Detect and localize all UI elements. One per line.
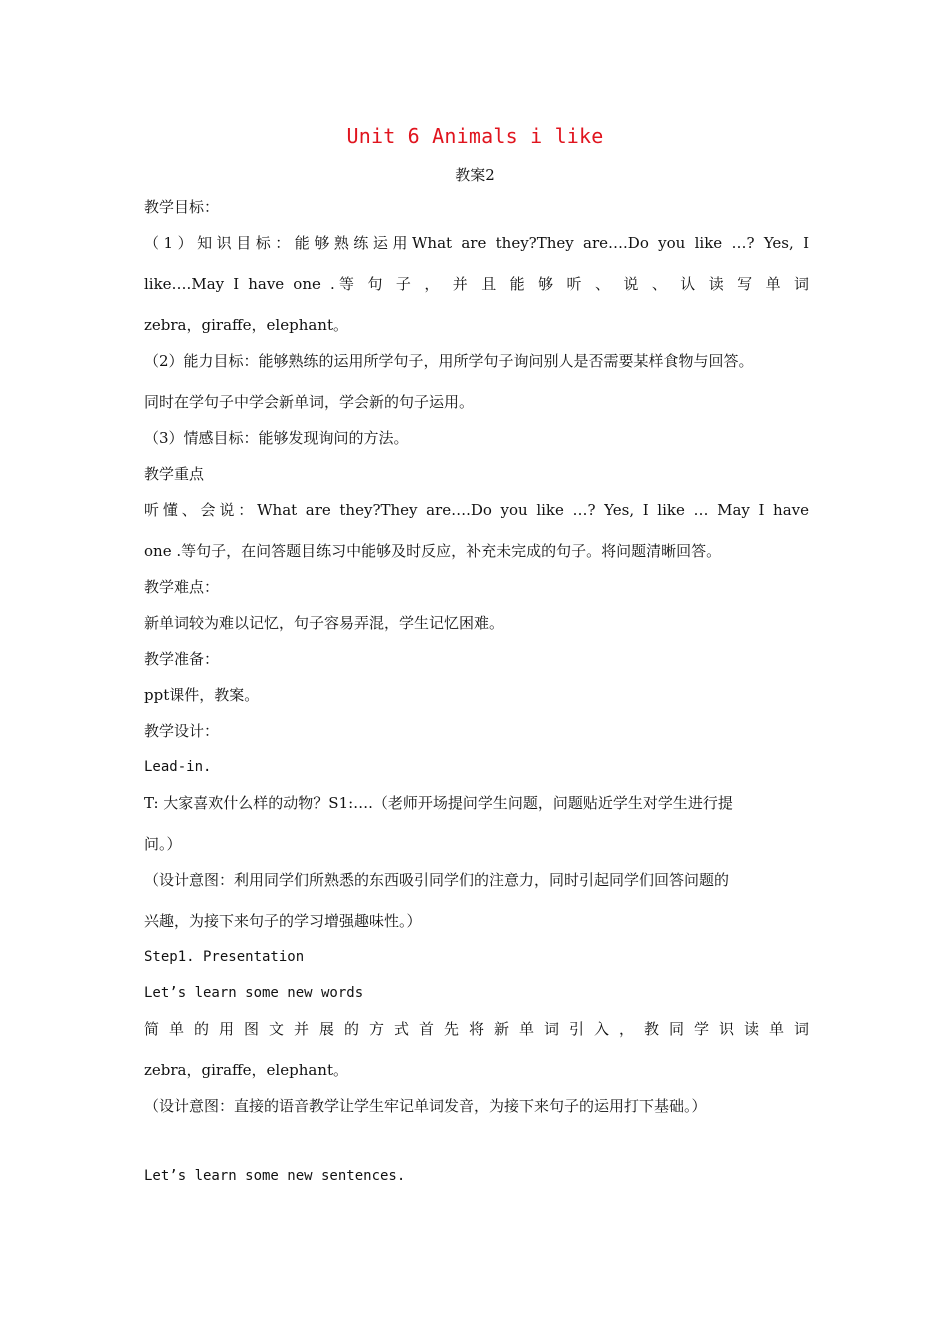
section-heading-preparation: 教学准备： <box>144 650 220 668</box>
paragraph-line: one .等句子，在问答题目练习中能够及时反应，补充未完成的句子。将问题清晰回答。 <box>144 542 722 560</box>
paragraph-line: T: 大家喜欢什么样的动物？S1:….（老师开场提问学生问题，问题贴近学生对学生进行提 <box>144 794 733 812</box>
section-heading-difficulties: 教学难点： <box>144 578 220 596</box>
paragraph-line: （设计意图：直接的语音教学让学生牢记单词发音，为接下来句子的运用打下基础。） <box>144 1097 707 1115</box>
section-heading-objectives: 教学目标： <box>144 198 220 216</box>
paragraph-line: Lead-in. <box>144 759 212 775</box>
section-heading-design: 教学设计： <box>144 722 220 740</box>
paragraph-line: （3）情感目标：能够发现询问的方法。 <box>144 429 409 447</box>
document-subtitle: 教案2 <box>455 166 495 184</box>
paragraph-line: （设计意图：利用同学们所熟悉的东西吸引同学们的注意力，同时引起同学们回答问题的 <box>144 871 730 889</box>
paragraph-line: 简 单 的 用 图 文 并 展 的 方 式 首 先 将 新 单 词 引 入 ， 教 同 学 识 读 单 词 <box>144 1020 809 1038</box>
paragraph-line: zebra，giraffe，elephant。 <box>144 316 348 334</box>
paragraph-line: 兴趣，为接下来句子的学习增强趣味性。） <box>144 912 422 930</box>
document-title: Unit 6 Animals i like <box>346 124 604 148</box>
paragraph-line: ppt课件，教案。 <box>144 686 260 704</box>
paragraph-line: （1）知识目标：能够熟练运用What are they?They are….Do you like …? Yes, I <box>144 234 809 252</box>
paragraph-line: 听懂、会说：What are they?They are….Do you like …? Yes, I like … May I have <box>144 501 809 519</box>
paragraph-line: Let’s learn some new sentences. <box>144 1168 406 1184</box>
paragraph-line: （2）能力目标：能够熟练的运用所学句子，用所学句子询问别人是否需要某样食物与回答。 <box>144 352 754 370</box>
paragraph-line: zebra，giraffe，elephant。 <box>144 1061 348 1079</box>
paragraph-line: 问。） <box>144 835 182 853</box>
paragraph-line: 新单词较为难以记忆，句子容易弄混，学生记忆困难。 <box>144 614 505 632</box>
section-heading-key-points: 教学重点 <box>144 465 205 483</box>
paragraph-line: Step1. Presentation <box>144 949 305 965</box>
paragraph-line: Let’s learn some new words <box>144 985 364 1001</box>
paragraph-line: 同时在学句子中学会新单词，学会新的句子运用。 <box>144 393 475 411</box>
paragraph-line: like….May I have one .等 句 子 ， 并 且 能 够 听 、 说 、 认 读 写 单 词 <box>144 275 809 293</box>
